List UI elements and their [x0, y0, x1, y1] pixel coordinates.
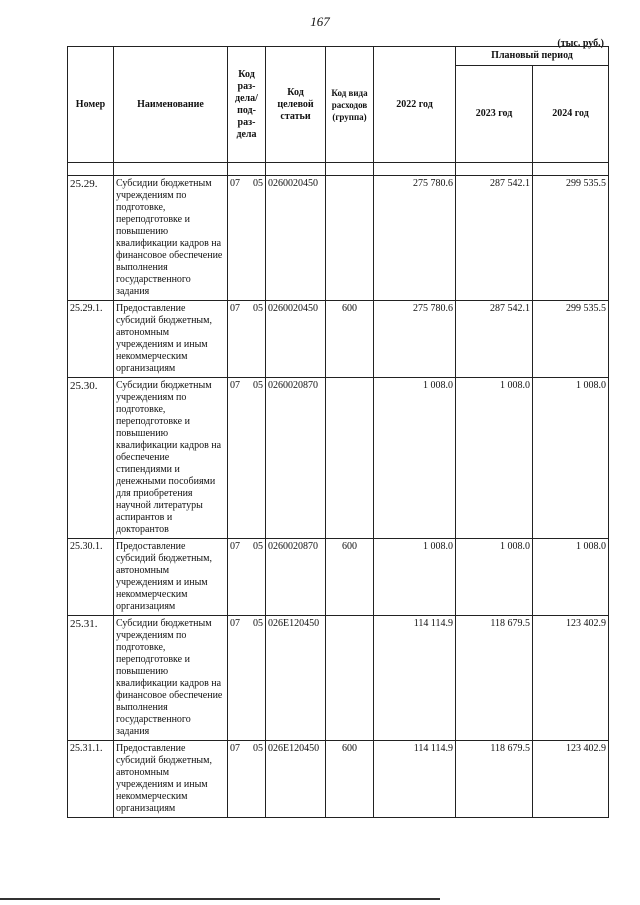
row-target-code: 026Е120450 — [266, 616, 326, 741]
header-spacer-row — [68, 163, 609, 176]
table-row — [68, 378, 609, 539]
row-value-2024: 123 402.9 — [533, 741, 609, 818]
row-value-2023: 1 008.0 — [456, 539, 533, 616]
budget-table — [67, 46, 609, 818]
row-value-2022: 1 008.0 — [374, 539, 456, 616]
row-expense-kind — [326, 378, 374, 539]
row-section-code — [228, 378, 266, 539]
row-target-code: 0260020870 — [266, 539, 326, 616]
header-section-code: Код раз-дела/ под-раз-дела — [228, 47, 266, 163]
row-number: 25.30. — [68, 378, 114, 539]
row-number: 25.29. — [68, 176, 114, 301]
row-name: Предоставление субсидий бюджетным, автономным учреждениям и иным некоммерческим организациям — [114, 539, 228, 616]
table-row — [68, 176, 609, 301]
row-subsection: 05 — [253, 618, 263, 629]
row-section: 07 — [230, 743, 240, 754]
row-target-code: 0260020450 — [266, 176, 326, 301]
row-subsection: 05 — [253, 303, 263, 314]
row-section-code — [228, 539, 266, 616]
row-value-2022: 275 780.6 — [374, 301, 456, 378]
header-year-2024: 2024 год — [533, 66, 609, 163]
table-row — [68, 301, 609, 378]
row-value-2022: 114 114.9 — [374, 741, 456, 818]
row-number: 25.31. — [68, 616, 114, 741]
page-number: 167 — [310, 14, 330, 29]
row-section-code — [228, 301, 266, 378]
row-value-2022: 275 780.6 — [374, 176, 456, 301]
units-label: (тыс. руб.) — [557, 38, 604, 49]
row-value-2023: 118 679.5 — [456, 616, 533, 741]
row-section-code — [228, 616, 266, 741]
row-value-2024: 123 402.9 — [533, 616, 609, 741]
row-expense-kind: 600 — [326, 301, 374, 378]
row-value-2024: 299 535.5 — [533, 301, 609, 378]
row-number: 25.31.1. — [68, 741, 114, 818]
row-section-code — [228, 741, 266, 818]
row-name: Предоставление субсидий бюджетным, автономным учреждениям и иным некоммерческим организациям — [114, 301, 228, 378]
row-name: Предоставление субсидий бюджетным, автономным учреждениям и иным некоммерческим организациям — [114, 741, 228, 818]
row-expense-kind: 600 — [326, 741, 374, 818]
row-value-2022: 114 114.9 — [374, 616, 456, 741]
row-target-code: 026Е120450 — [266, 741, 326, 818]
row-section: 07 — [230, 618, 240, 629]
header-target-code: Код целевой статьи — [266, 47, 326, 163]
header-year-2022: 2022 год — [374, 47, 456, 163]
row-value-2023: 287 542.1 — [456, 301, 533, 378]
row-name: Субсидии бюджетным учреждениям по подготовке, переподготовке и повышению квалификации кадров на финансовое обеспечение выполнения государственного задания — [114, 616, 228, 741]
row-subsection: 05 — [253, 380, 263, 391]
row-section: 07 — [230, 178, 240, 189]
table-row — [68, 616, 609, 741]
row-section-code — [228, 176, 266, 301]
header-name: Наименование — [114, 47, 228, 163]
row-value-2023: 1 008.0 — [456, 378, 533, 539]
row-name: Субсидии бюджетным учреждениям по подготовке, переподготовке и повышению квалификации кадров на финансовое обеспечение выполнения государственного задания — [114, 176, 228, 301]
row-value-2023: 118 679.5 — [456, 741, 533, 818]
footer-rule — [0, 898, 440, 900]
row-value-2023: 287 542.1 — [456, 176, 533, 301]
header-number: Номер — [68, 47, 114, 163]
row-name: Субсидии бюджетным учреждениям по подготовке, переподготовке и повышению квалификации кадров на обеспечение стипендиями и денежными пособиями для приобретения научной литературы аспирантов и докторантов — [114, 378, 228, 539]
row-subsection: 05 — [253, 743, 263, 754]
row-expense-kind: 600 — [326, 539, 374, 616]
table-row — [68, 741, 609, 818]
row-value-2022: 1 008.0 — [374, 378, 456, 539]
row-expense-kind — [326, 176, 374, 301]
table-row — [68, 539, 609, 616]
row-value-2024: 1 008.0 — [533, 539, 609, 616]
row-expense-kind — [326, 616, 374, 741]
row-subsection: 05 — [253, 541, 263, 552]
header-expense-kind: Код вида расходов (группа) — [326, 47, 374, 163]
row-section: 07 — [230, 303, 240, 314]
row-value-2024: 299 535.5 — [533, 176, 609, 301]
row-number: 25.30.1. — [68, 539, 114, 616]
row-value-2024: 1 008.0 — [533, 378, 609, 539]
row-section: 07 — [230, 541, 240, 552]
row-number: 25.29.1. — [68, 301, 114, 378]
row-section: 07 — [230, 380, 240, 391]
header-year-2023: 2023 год — [456, 66, 533, 163]
header-planned-period: Плановый период — [456, 47, 609, 66]
row-target-code: 0260020450 — [266, 301, 326, 378]
row-target-code: 0260020870 — [266, 378, 326, 539]
row-subsection: 05 — [253, 178, 263, 189]
